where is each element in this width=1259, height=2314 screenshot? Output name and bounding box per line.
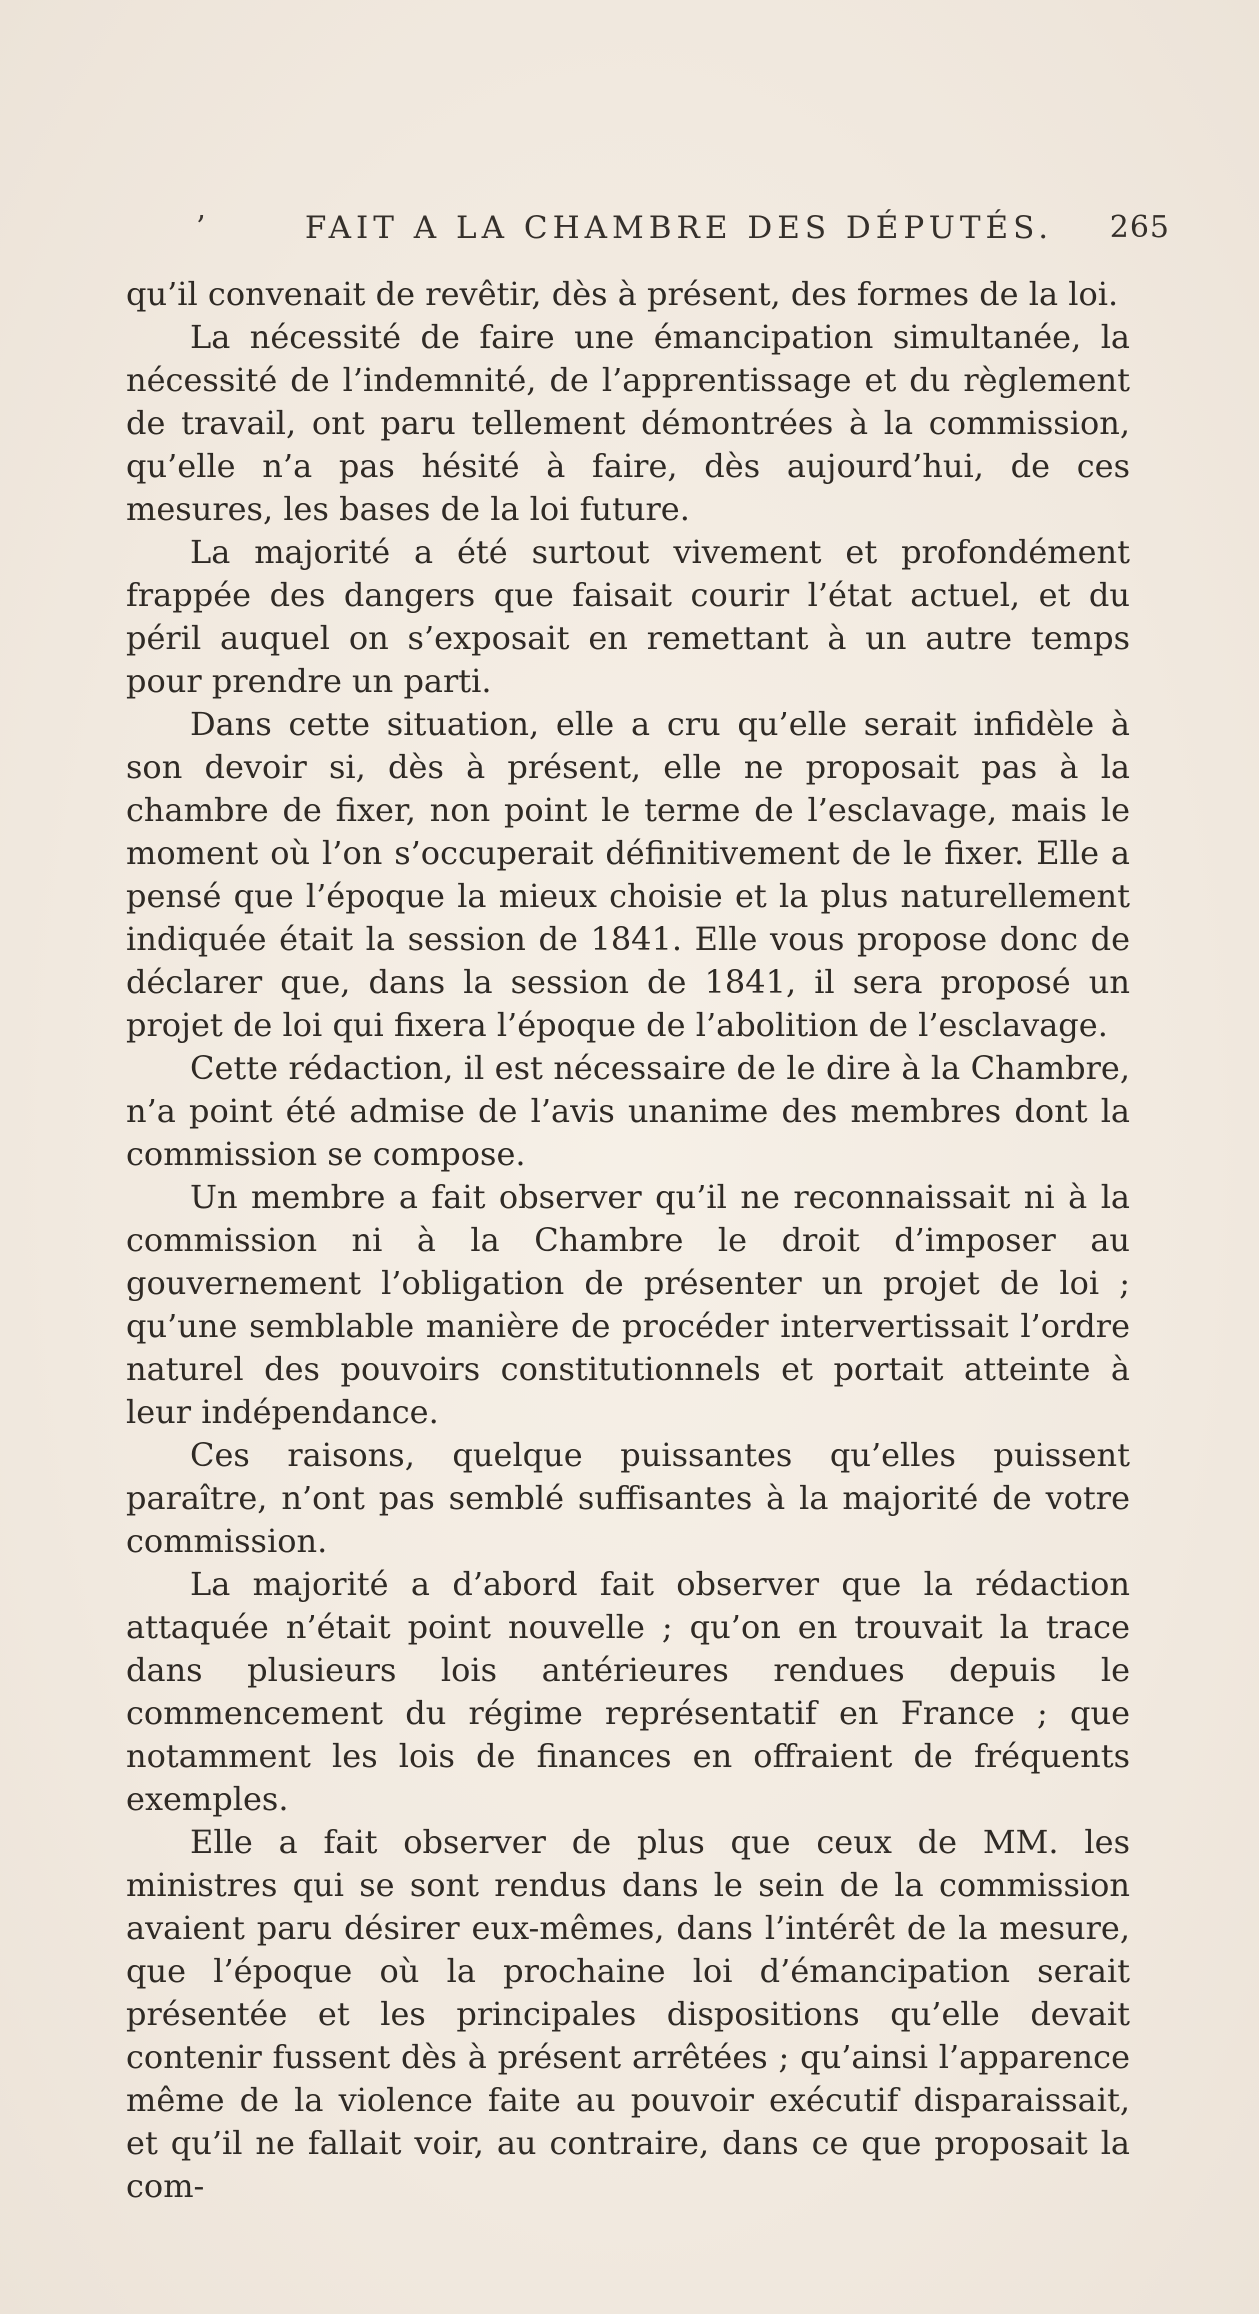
- page-number: 265: [1109, 210, 1170, 245]
- paragraph-4: Dans cette situation, elle a cru qu’elle serait infidèle à son devoir si, dès à présent, elle ne proposait pas à la chambre de fixer, non point le terme de l’esclavage, mais le moment où l’on s’occuperait définitivement de le fixer. Elle a pensé que l’époque la mieux choisie et la plus naturellement indiquée était la session de 1841. Elle vous propose donc de déclarer que, dans la session de 1841, il sera proposé un projet de loi qui fixera l’époque de l’abolition de l’esclavage.: [126, 705, 1130, 1044]
- paragraph-5: Cette rédaction, il est nécessaire de le dire à la Chambre, n’a point été admise de l’avis unanime des membres dont la commission se compose.: [126, 1049, 1130, 1173]
- running-title: FAIT A LA CHAMBRE DES DÉPUTÉS.: [304, 210, 1054, 246]
- paragraph-9: Elle a fait observer de plus que ceux de MM. les ministres qui se sont rendus dans le sein de la commission avaient paru désirer eux-mêmes, dans l’intérêt de la mesure, que l’époque où la prochaine loi d’émancipation serait présentée et les principales dispositions qu’elle devait contenir fussent dès à présent arrêtées ; qu’ainsi l’apparence même de la violence faite au pouvoir exécutif disparaissait, et qu’il ne fallait voir, au contraire, dans ce que proposait la com-: [126, 1823, 1130, 2205]
- header-mark: ’: [196, 210, 206, 245]
- paragraph-1: qu’il convenait de revêtir, dès à présent, des formes de la loi.: [126, 275, 1119, 313]
- paragraph-2: La nécessité de faire une émancipation simultanée, la nécessité de l’indemnité, de l’apprentissage et du règlement de travail, ont paru tellement démontrées à la commission, qu’elle n’a pas hésité à faire, dès aujourd’hui, de ces mesures, les bases de la loi future.: [126, 318, 1130, 528]
- paragraph-6: Un membre a fait observer qu’il ne reconnaissait ni à la commission ni à la Chambre le droit d’imposer au gouvernement l’obligation de présenter un projet de loi ; qu’une semblable manière de procéder intervertissait l’ordre naturel des pouvoirs constitutionnels et portait atteinte à leur indépendance.: [126, 1178, 1130, 1431]
- paragraph-7: Ces raisons, quelque puissantes qu’elles puissent paraître, n’ont pas semblé suffisantes à la majorité de votre commission.: [126, 1436, 1130, 1560]
- running-header: [188, 202, 1170, 254]
- paragraph-8: La majorité a d’abord fait observer que la rédaction attaquée n’était point nouvelle ; qu’on en trouvait la trace dans plusieurs lois antérieures rendues depuis le commencement du régime représentatif en France ; que notamment les lois de finances en offraient de fréquents exemples.: [126, 1565, 1130, 1818]
- body-text: [126, 273, 1130, 2208]
- paragraph-3: La majorité a été surtout vivement et profondément frappée des dangers que faisait courir l’état actuel, et du péril auquel on s’exposait en remettant à un autre temps pour prendre un parti.: [126, 533, 1130, 700]
